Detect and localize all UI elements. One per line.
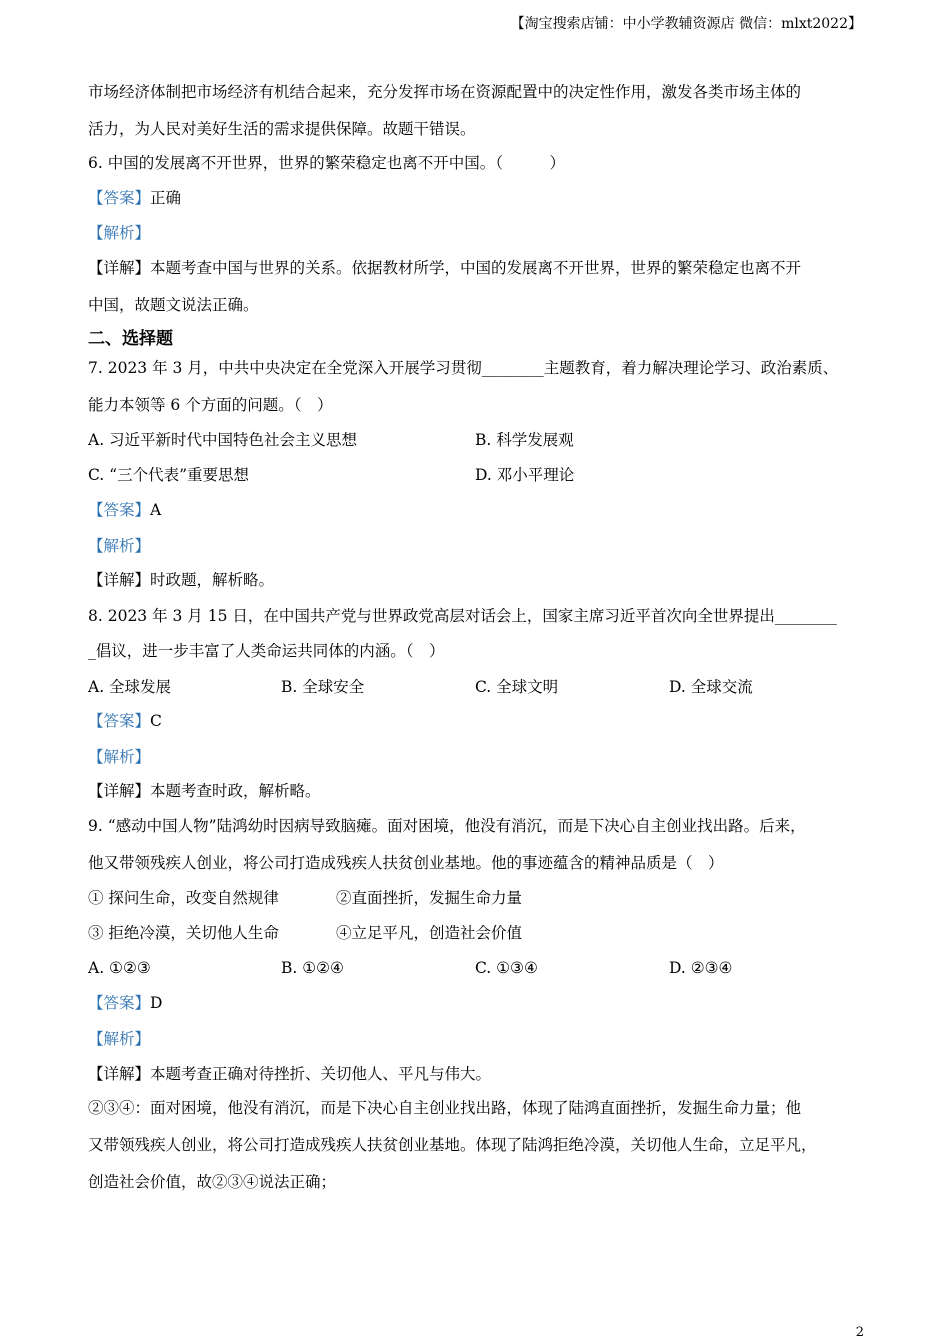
q6-detail-1 bbox=[88, 258, 801, 278]
detail-text: 本题考查时政，解析略。 bbox=[150, 782, 321, 800]
intro-line-1: 市场经济体制把市场经济有机结合起来，充分发挥市场在资源配置中的决定性作用，激发各类市场主体的 bbox=[88, 83, 802, 101]
q8-analysis bbox=[88, 747, 150, 767]
q9-analysis bbox=[88, 1029, 150, 1049]
q9-explain-3: 创造社会价值，故②③④说法正确； bbox=[88, 1173, 337, 1191]
q9-item-2: ②直面挫折，发掘生命力量 bbox=[336, 889, 523, 907]
answer-tag: 【答案】 bbox=[88, 712, 151, 730]
answer-value: A bbox=[150, 501, 162, 519]
q9-option-a: A. ①②③ bbox=[88, 959, 151, 977]
q7-question-1: 7. 2023 年 3 月，中共中央决定在全党深入开展学习贯彻________主题教育，着力解决理论学习、政治素质、 bbox=[88, 359, 839, 377]
q8-option-a: A. 全球发展 bbox=[88, 678, 172, 696]
answer-tag: 【答案】 bbox=[88, 189, 151, 207]
answer-tag: 【答案】 bbox=[88, 501, 151, 519]
analysis-tag: 【解析】 bbox=[88, 748, 151, 766]
q7-option-c: C. “三个代表”重要思想 bbox=[88, 466, 250, 484]
q7-option-d: D. 邓小平理论 bbox=[475, 466, 575, 484]
q9-question-1: 9. “感动中国人物”陆鸿幼时因病导致脑瘫。面对困境，他没有消沉，而是下决心自主创业找出路。后来， bbox=[88, 817, 806, 835]
q7-option-a: A. 习近平新时代中国特色社会主义思想 bbox=[88, 431, 358, 449]
q6-answer bbox=[88, 188, 181, 208]
detail-text: 本题考查正确对待挫折、关切他人、平凡与伟大。 bbox=[150, 1065, 492, 1083]
q9-option-d: D. ②③④ bbox=[669, 959, 733, 977]
q9-option-b: B. ①②④ bbox=[281, 959, 344, 977]
q8-question-2: _倡议，进一步丰富了人类命运共同体的内涵。（ ） bbox=[88, 642, 445, 660]
answer-tag: 【答案】 bbox=[88, 994, 151, 1012]
q6-question: 6. 中国的发展离不开世界，世界的繁荣稳定也离不开中国。（ ） bbox=[88, 154, 565, 172]
analysis-tag: 【解析】 bbox=[88, 537, 151, 555]
q9-item-4: ④立足平凡，创造社会价值 bbox=[336, 924, 523, 942]
detail-text: 本题考查中国与世界的关系。依据教材所学，中国的发展离不开世界，世界的繁荣稳定也离不开 bbox=[150, 259, 802, 277]
q6-analysis bbox=[88, 223, 150, 243]
detail-tag: 【详解】 bbox=[88, 1065, 151, 1083]
detail-tag: 【详解】 bbox=[88, 782, 151, 800]
q8-option-d: D. 全球交流 bbox=[669, 678, 753, 696]
page-number: 2 bbox=[855, 1325, 864, 1340]
q8-option-b: B. 全球安全 bbox=[281, 678, 365, 696]
q9-item-3: ③ 拒绝冷漠，关切他人生命 bbox=[88, 924, 279, 942]
q8-detail bbox=[88, 781, 321, 801]
q9-item-1: ① 探问生命，改变自然规律 bbox=[88, 889, 279, 907]
page-header: 【淘宝搜索店铺：中小学教辅资源店 微信：mlxt2022】 bbox=[510, 16, 862, 32]
answer-value: 正确 bbox=[150, 189, 182, 207]
analysis-tag: 【解析】 bbox=[88, 1030, 151, 1048]
q9-explain-2: 又带领残疾人创业，将公司打造成残疾人扶贫创业基地。体现了陆鸿拒绝冷漠，关切他人生命，立足平凡， bbox=[88, 1136, 817, 1154]
answer-value: D bbox=[150, 994, 163, 1012]
answer-value: C bbox=[150, 712, 162, 730]
q7-answer bbox=[88, 500, 161, 520]
analysis-tag: 【解析】 bbox=[88, 224, 151, 242]
q7-option-b: B. 科学发展观 bbox=[475, 431, 574, 449]
section-title: 二、选择题 bbox=[88, 329, 173, 349]
intro-line-2: 活力，为人民对美好生活的需求提供保障。故题干错误。 bbox=[88, 120, 476, 138]
q7-detail bbox=[88, 570, 274, 590]
q7-question-2: 能力本领等 6 个方面的问题。（ ） bbox=[88, 396, 333, 414]
q9-detail bbox=[88, 1064, 491, 1084]
q9-option-c: C. ①③④ bbox=[475, 959, 538, 977]
q9-explain-1: ②③④：面对困境，他没有消沉，而是下决心自主创业找出路，体现了陆鸿直面挫折，发掘生命力量；他 bbox=[88, 1099, 802, 1117]
q9-answer bbox=[88, 993, 162, 1013]
detail-text: 时政题，解析略。 bbox=[150, 571, 275, 589]
q8-question-1: 8. 2023 年 3 月 15 日，在中国共产党与世界政党高层对话会上，国家主席习近平首次向全世界提出________ bbox=[88, 607, 837, 625]
q8-answer bbox=[88, 711, 162, 731]
q8-option-c: C. 全球文明 bbox=[475, 678, 559, 696]
detail-tag: 【详解】 bbox=[88, 259, 151, 277]
q7-analysis bbox=[88, 536, 150, 556]
q9-question-2: 他又带领残疾人创业，将公司打造成残疾人扶贫创业基地。他的事迹蕴含的精神品质是（ ） bbox=[88, 854, 724, 872]
detail-tag: 【详解】 bbox=[88, 571, 151, 589]
q6-detail-2: 中国，故题文说法正确。 bbox=[88, 296, 259, 314]
